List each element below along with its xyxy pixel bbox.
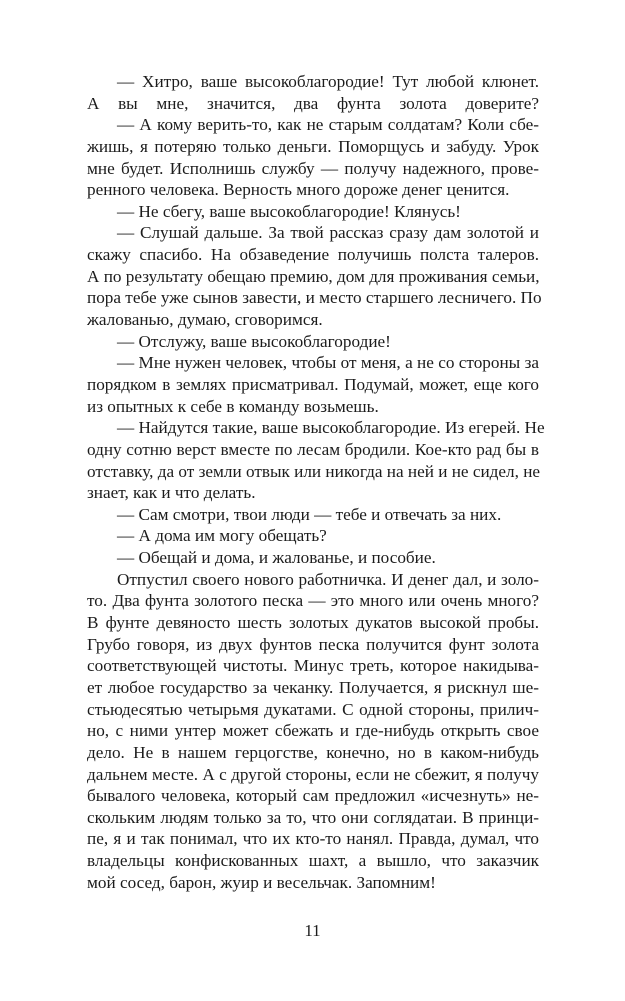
text-line: но, с ними унтер может сбежать и где-нибудь открыть свое bbox=[87, 721, 539, 741]
page-number: 11 bbox=[304, 921, 321, 940]
text-line: знает, как и что делать. bbox=[87, 483, 256, 503]
text-line: пора тебе уже сынов завести, и место старшего лесничего. По bbox=[87, 288, 542, 308]
text-line: — Мне нужен человек, чтобы от меня, а не со стороны за bbox=[117, 353, 539, 373]
text-line: владельцы конфискованных шахт, а вышло, что заказчик bbox=[87, 851, 539, 871]
text-line: Грубо говоря, из двух фунтов песка получится фунт золота bbox=[87, 634, 539, 654]
text-line: то. Два фунта золотого песка — это много или очень много? bbox=[87, 591, 539, 611]
text-line: отставку, да от земли отвык или никогда на ней и не сидел, не bbox=[87, 461, 541, 481]
text-line: — Сам смотри, твои люди — тебе и отвечать за них. bbox=[117, 504, 502, 524]
text-line: — Найдутся такие, ваше высокоблагородие. Из егерей. Не bbox=[117, 418, 545, 438]
text-line: жалованью, думаю, сговоримся. bbox=[87, 310, 323, 330]
text-line: из опытных к себе в команду возьмешь. bbox=[87, 396, 379, 416]
text-line: — Обещай и дома, и жалованье, и пособие. bbox=[117, 548, 436, 568]
text-line: ет любое государство за чеканку. Получается, я рискнул ше- bbox=[87, 677, 539, 697]
text-line: — Хитро, ваше высокоблагородие! Тут любой клюнет. bbox=[117, 72, 539, 91]
text-line: дальнем месте. А с другой стороны, если не сбежит, я получу bbox=[87, 764, 539, 784]
text-line: А по результату обещаю премию, дом для проживания семьи, bbox=[87, 266, 540, 286]
body-text bbox=[87, 71, 545, 893]
text-line: бывалого человека, который сам предложил «исчезнуть» не- bbox=[87, 786, 539, 806]
text-line: дело. Не в нашем герцогстве, конечно, но в каком-нибудь bbox=[87, 742, 539, 762]
text-line: порядком в землях присматривал. Подумай, может, еще кого bbox=[87, 374, 539, 394]
text-line: мой сосед, барон, жуир и весельчак. Запомним! bbox=[87, 872, 436, 892]
text-line: — А кому верить-то, как не старым солдатам? Коли сбе- bbox=[117, 115, 539, 135]
text-line: жишь, я потеряю только деньги. Поморщусь и забуду. Урок bbox=[87, 136, 539, 156]
text-line: скольким людям только за то, что они соглядатаи. В принци- bbox=[87, 807, 539, 827]
text-line: — Отслужу, ваше высокоблагородие! bbox=[117, 331, 391, 351]
text-line: соответствующей чистоты. Минус треть, которое накидыва- bbox=[87, 656, 539, 676]
text-line: — А дома им могу обещать? bbox=[117, 526, 327, 546]
text-line: В фунте девяносто шесть золотых дукатов высокой пробы. bbox=[87, 613, 539, 633]
text-line: — Не сбегу, ваше высокоблагородие! Клянусь! bbox=[117, 201, 461, 221]
text-line: — Слушай дальше. За твой рассказ сразу дам золотой и bbox=[117, 223, 539, 243]
text-line: Отпустил своего нового работничка. И денег дал, и золо- bbox=[117, 569, 539, 589]
text-line: А вы мне, значится, два фунта золота доверите? bbox=[87, 93, 539, 113]
text-line: мне будет. Исполнишь службу — получу надежного, прове- bbox=[87, 158, 539, 178]
text-line: ренного человека. Верность много дороже денег ценится. bbox=[87, 180, 510, 200]
text-line: скажу спасибо. На обзаведение получишь полста талеров. bbox=[87, 245, 539, 265]
text-line: одну сотню верст вместе по лесам бродили. Кое-кто рад бы в bbox=[87, 439, 539, 459]
text-line: стьюдесятью четырьмя дукатами. С одной стороны, прилич- bbox=[87, 699, 539, 719]
text-line: пе, я и так понимал, что их кто-то нанял. Правда, думал, что bbox=[87, 829, 539, 849]
